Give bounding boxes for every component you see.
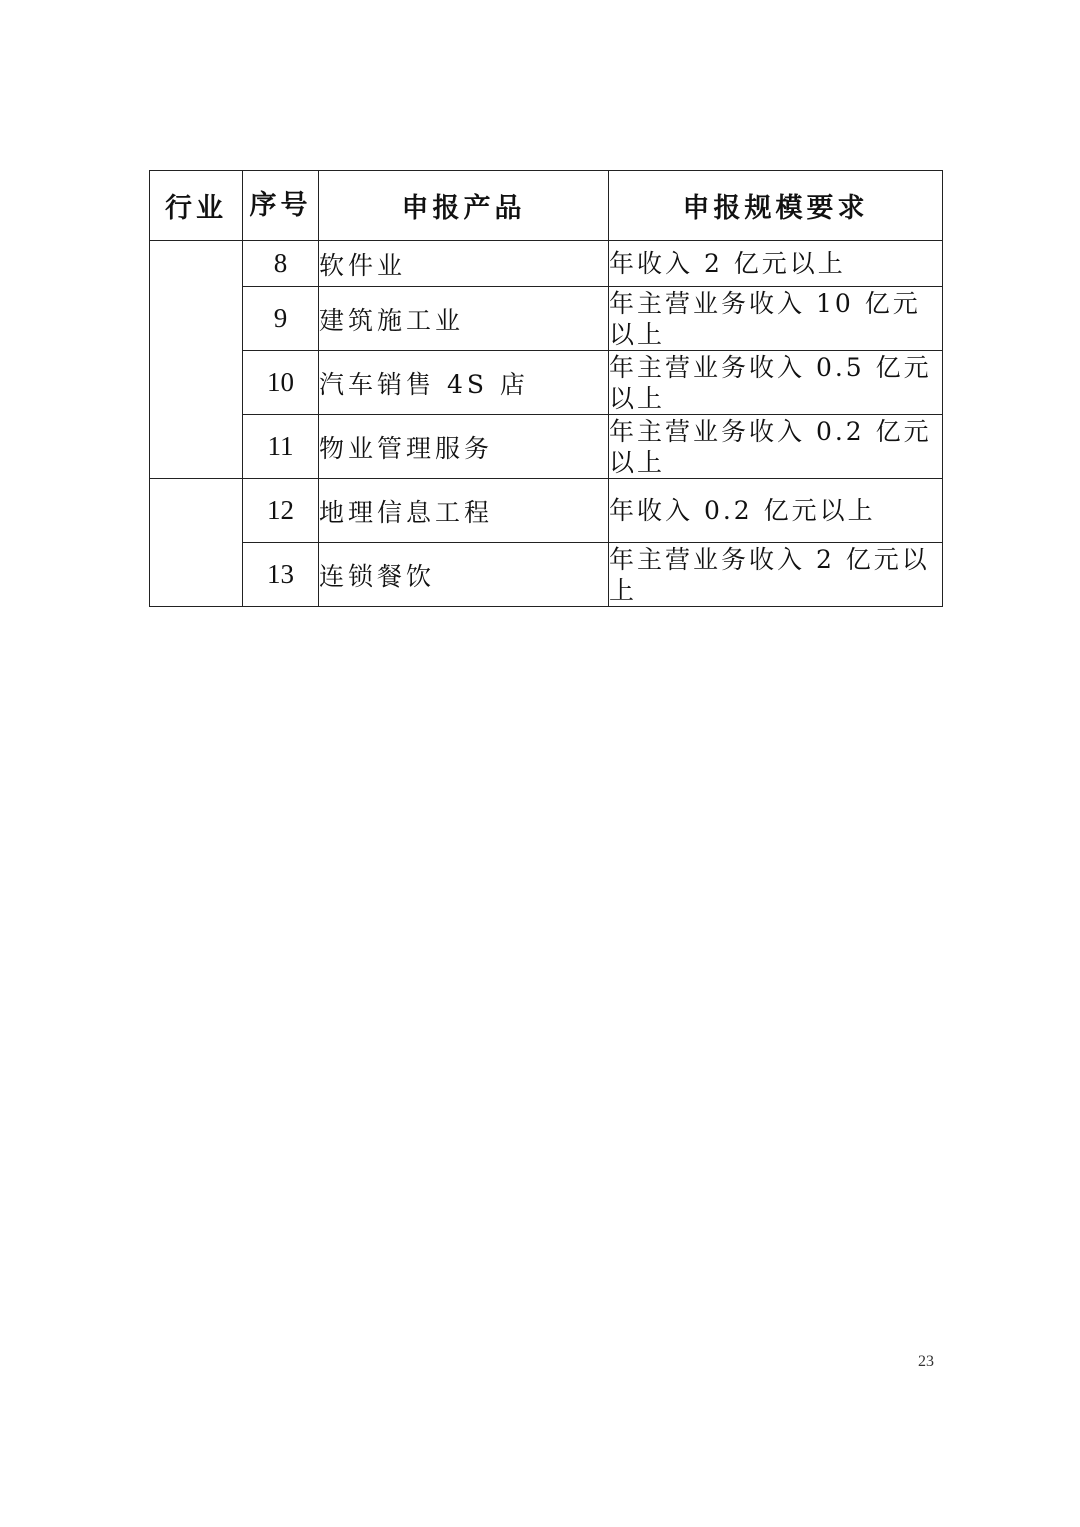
product-cell: 物业管理服务 [319, 415, 609, 479]
seq-cell: 9 [243, 287, 319, 351]
product-cell: 连锁餐饮 [319, 543, 609, 607]
industry-cell [150, 479, 243, 607]
page-number: 23 [918, 1353, 934, 1370]
requirements-table [149, 170, 943, 607]
requirement-cell: 年主营业务收入 0.2 亿元以上 [609, 415, 943, 479]
requirement-cell: 年主营业务收入 0.5 亿元以上 [609, 351, 943, 415]
seq-cell: 11 [243, 415, 319, 479]
table-row [150, 287, 943, 351]
requirement-cell: 年主营业务收入 10 亿元以上 [609, 287, 943, 351]
product-cell: 建筑施工业 [319, 287, 609, 351]
requirement-cell: 年收入 2 亿元以上 [609, 241, 943, 287]
product-cell: 软件业 [319, 241, 609, 287]
product-cell: 地理信息工程 [319, 479, 609, 543]
industry-cell [150, 241, 243, 479]
table-row [150, 415, 943, 479]
header-requirement: 申报规模要求 [609, 171, 943, 241]
header-product: 申报产品 [319, 171, 609, 241]
product-cell: 汽车销售 4S 店 [319, 351, 609, 415]
table-row [150, 543, 943, 607]
seq-cell: 12 [243, 479, 319, 543]
table-row [150, 479, 943, 543]
seq-cell: 13 [243, 543, 319, 607]
table-row [150, 351, 943, 415]
table-row [150, 241, 943, 287]
requirement-cell: 年收入 0.2 亿元以上 [609, 479, 943, 543]
header-industry: 行业 [150, 171, 243, 241]
seq-cell: 10 [243, 351, 319, 415]
requirement-cell: 年主营业务收入 2 亿元以上 [609, 543, 943, 607]
header-seq: 序号 [243, 171, 319, 241]
seq-cell: 8 [243, 241, 319, 287]
table-header-row [150, 171, 943, 241]
